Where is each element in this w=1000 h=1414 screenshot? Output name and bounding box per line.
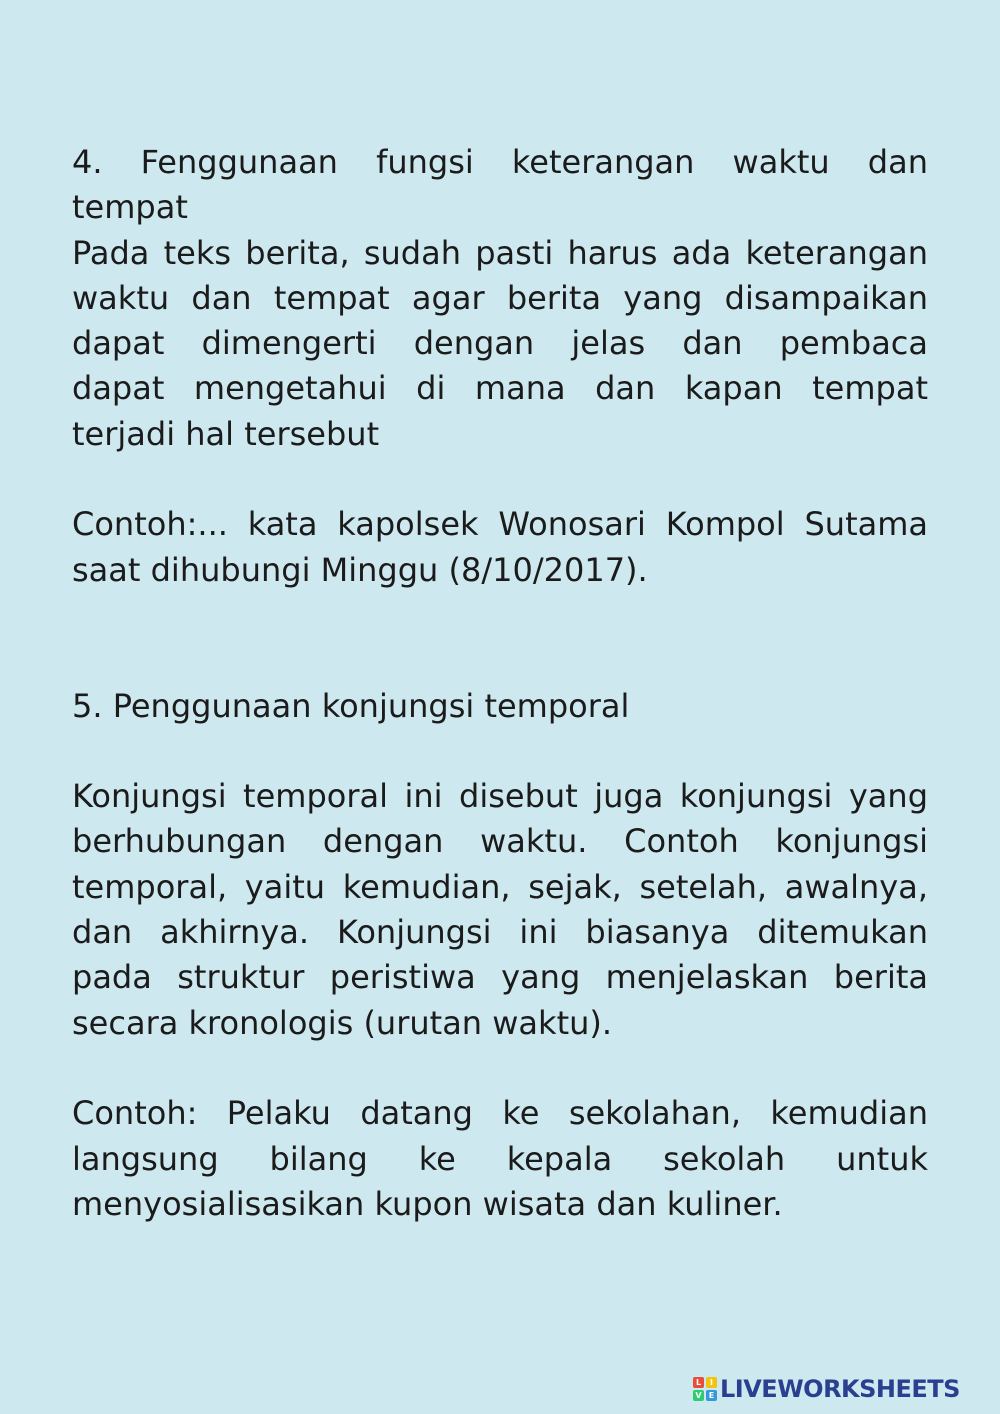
section-5-example-line-2: langsung bilang ke kepala sekolah untuk xyxy=(72,1139,928,1178)
section-5 xyxy=(72,684,928,1228)
section-4-body-line-1: Pada teks berita, sudah pasti harus ada keterangan xyxy=(72,233,928,272)
section-4-heading-line-2: tempat xyxy=(72,188,188,227)
section-5-body-line-5: pada struktur peristiwa yang menjelaskan berita xyxy=(72,958,928,997)
liveworksheets-logo-icon xyxy=(693,1377,717,1401)
section-5-body-line-2: berhubungan dengan waktu. Contoh konjungsi xyxy=(72,822,928,861)
section-4-heading-line-1: 4. Fenggunaan fungsi keterangan waktu dan xyxy=(72,143,928,181)
liveworksheets-watermark xyxy=(693,1374,960,1404)
logo-letter-l: L xyxy=(693,1377,704,1388)
section-4-body-line-4: dapat mengetahui di mana dan kapan tempat xyxy=(72,369,928,408)
logo-letter-i: I xyxy=(706,1377,717,1388)
section-5-body-line-3: temporal, yaitu kemudian, sejak, setelah, awalnya, xyxy=(72,867,928,906)
section-4-body-line-5: terjadi hal tersebut xyxy=(72,414,380,453)
liveworksheets-wordmark: LIVEWORKSHEETS xyxy=(720,1375,960,1403)
section-4-example-line-1: Contoh:... kata kapolsek Wonosari Kompol Sutama xyxy=(72,505,928,544)
section-4-body-line-3: dapat dimengerti dengan jelas dan pembaca xyxy=(72,324,928,363)
section-4 xyxy=(72,140,928,593)
section-5-body-line-1: Konjungsi temporal ini disebut juga konjungsi yang xyxy=(72,777,928,816)
document-page xyxy=(72,140,928,1227)
section-5-body-line-4: dan akhirnya. Konjungsi ini biasanya ditemukan xyxy=(72,913,928,952)
section-5-example-line-3: menyosialisasikan kupon wisata dan kuliner. xyxy=(72,1184,783,1223)
section-4-body-line-2: waktu dan tempat agar berita yang disampaikan xyxy=(72,278,928,317)
section-5-body-line-6: secara kronologis (urutan waktu). xyxy=(72,1003,613,1042)
logo-letter-v: V xyxy=(693,1390,704,1401)
section-5-example-line-1: Contoh: Pelaku datang ke sekolahan, kemudian xyxy=(72,1094,928,1133)
section-5-heading: 5. Penggunaan konjungsi temporal xyxy=(72,686,630,725)
logo-letter-e: E xyxy=(706,1390,717,1401)
section-4-example-line-2: saat dihubungi Minggu (8/10/2017). xyxy=(72,550,648,589)
